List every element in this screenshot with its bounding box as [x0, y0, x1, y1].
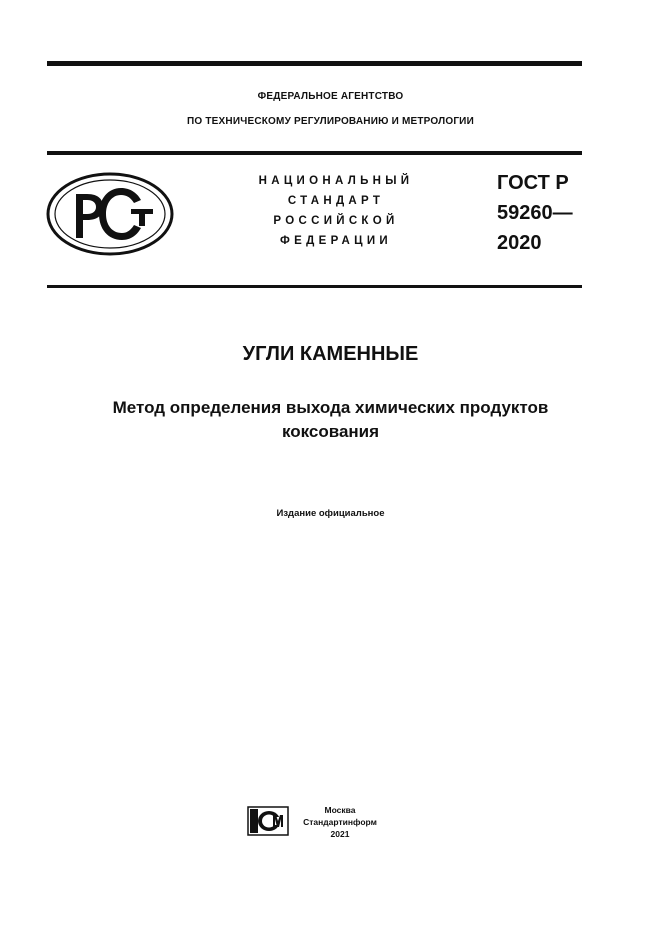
middle-rule — [47, 151, 582, 155]
agency-line-2: ПО ТЕХНИЧЕСКОМУ РЕГУЛИРОВАНИЮ И МЕТРОЛОГИИ — [187, 116, 474, 127]
designation-line-1: ГОСТ Р — [497, 172, 569, 194]
subtitle-line-1: Метод определения выхода химических продуктов — [112, 398, 549, 417]
standard-designation — [497, 168, 573, 258]
top-rule — [47, 61, 582, 66]
standard-type-line-3: РОССИЙСКОЙ — [273, 215, 399, 227]
designation-line-3: 2020 — [497, 232, 542, 254]
standard-type-line-2: СТАНДАРТ — [287, 195, 385, 207]
agency-line-1: ФЕДЕРАЛЬНОЕ АГЕНТСТВО — [257, 91, 404, 102]
standard-type-line-4: ФЕДЕРАЦИИ — [280, 235, 392, 247]
document-title: УГЛИ КАМЕННЫЕ — [242, 343, 419, 365]
publisher-city: Москва — [324, 805, 356, 815]
publisher-year: 2021 — [330, 829, 350, 839]
standard-type-line-1: НАЦИОНАЛЬНЫЙ — [258, 175, 414, 187]
rst-certification-mark-icon — [45, 172, 175, 256]
document-subtitle — [0, 396, 661, 444]
standartinform-logo-icon — [247, 806, 289, 836]
edition-label: Издание официальное — [276, 508, 385, 519]
publisher-name: Стандартинформ — [303, 817, 377, 827]
designation-line-2: 59260— — [497, 202, 573, 224]
bottom-rule — [47, 285, 582, 288]
standard-type-block — [232, 171, 440, 251]
publisher-block — [294, 804, 386, 840]
subtitle-line-2: коксования — [281, 422, 380, 441]
